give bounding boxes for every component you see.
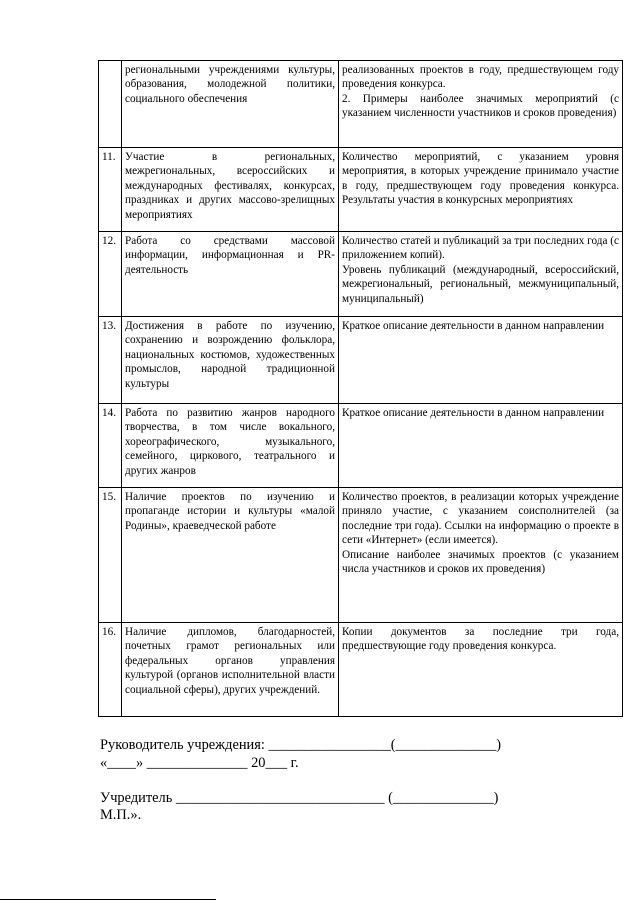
table-row — [99, 232, 623, 317]
date-line: «____» ______________ 20___ г. — [100, 755, 299, 771]
description-cell: Количество проектов, в реализации которых учреждение приняло участие, с указанием соисполнителей (за последние три года). Ссылки на информацию о проекте в сети «Интернет» (если имеется). Описание наиболее значимых проектов (с указанием числа участников и сроков их проведения) — [339, 488, 623, 623]
table-row — [99, 148, 623, 232]
table-row — [99, 317, 623, 404]
description-cell: Краткое описание деятельности в данном направлении — [339, 317, 623, 404]
criterion-cell: Работа со средствами массовой информации, информационная и PR-деятельность — [122, 232, 339, 317]
row-number: 14. — [99, 404, 122, 488]
row-number: 15. — [99, 488, 122, 623]
row-number: 11. — [99, 148, 122, 232]
criterion-cell: Наличие проектов по изучению и пропаганде истории и культуры «малой Родины», краеведческой работе — [122, 488, 339, 623]
criterion-cell: Участие в региональных, межрегиональных, всероссийских и международных фестивалях, конкурсах, праздниках и других массово-зрелищных мероприятиях — [122, 148, 339, 232]
table-row — [99, 623, 623, 717]
table-row — [99, 488, 623, 623]
description-cell: Копии документов за последние три года, предшествующие году проведения конкурса. — [339, 623, 623, 717]
criterion-cell: Работа по развитию жанров народного творчества, в том числе вокального, хореографического, музыкального, семейного, циркового, театрального и других жанров — [122, 404, 339, 488]
head-signature-line: Руководитель учреждения: _________________(______________) — [100, 737, 502, 753]
stamp-label: М.П.». — [100, 807, 142, 823]
description-cell: Количество мероприятий, с указанием уровня мероприятия, в которых учреждение принимало участие в году, предшествующем году проведения конкурса. Результаты участия в конкурсных мероприятиях — [339, 148, 623, 232]
criterion-cell: региональными учреждениями культуры, образования, молодежной политики, социального обеспечения — [122, 61, 339, 148]
footnote-rule — [0, 899, 216, 900]
criterion-cell: Достижения в работе по изучению, сохранению и возрождению фольклора, национальных костюмов, художественных промыслов, народной традиционной культуры — [122, 317, 339, 404]
criteria-table — [98, 60, 623, 717]
table-row — [99, 61, 623, 148]
table-row — [99, 404, 623, 488]
row-number — [99, 61, 122, 148]
description-cell: реализованных проектов в году, предшествующем году проведения конкурса. 2. Примеры наиболее значимых мероприятий (с указанием численности участников и сроков проведения) — [339, 61, 623, 148]
row-number: 13. — [99, 317, 122, 404]
description-cell: Краткое описание деятельности в данном направлении — [339, 404, 623, 488]
founder-signature-line: Учредитель _____________________________ (______________) — [100, 790, 499, 806]
row-number: 12. — [99, 232, 122, 317]
description-cell: Количество статей и публикаций за три последних года (с приложением копий). Уровень публикаций (международный, всероссийский, межрегиональный, региональный, межмуниципальный, муниципальный) — [339, 232, 623, 317]
criterion-cell: Наличие дипломов, благодарностей, почетных грамот региональных или федеральных органов управления культурой (органов исполнительной власти социальной сферы), других учреждений. — [122, 623, 339, 717]
row-number: 16. — [99, 623, 122, 717]
